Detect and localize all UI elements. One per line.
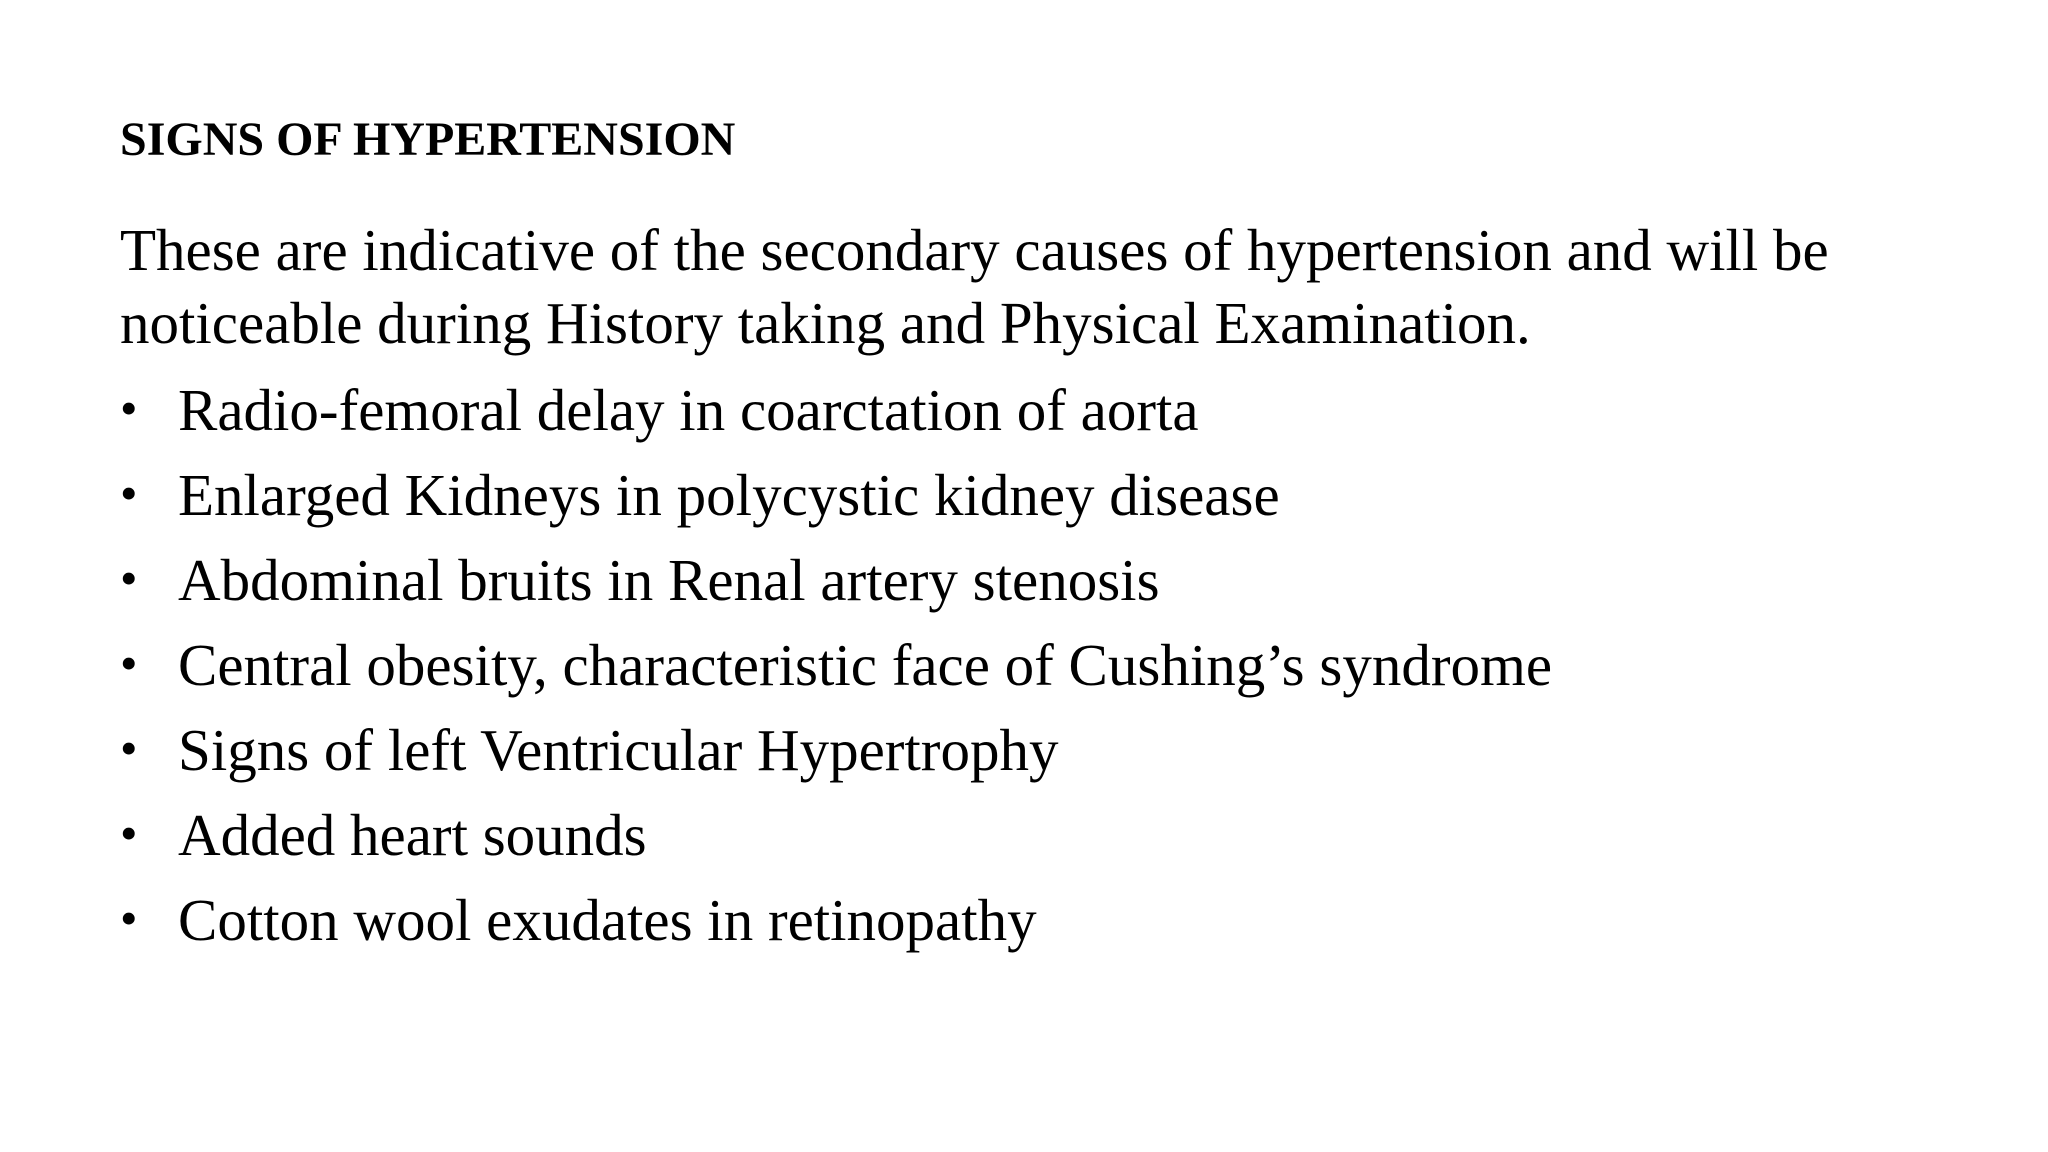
bullet-text: Enlarged Kidneys in polycystic kidney disease (178, 462, 1280, 528)
bullet-item (120, 708, 1552, 793)
bullet-item (120, 538, 1552, 623)
bullet-icon: • (120, 380, 138, 436)
bullet-item (120, 453, 1552, 538)
intro-paragraph: These are indicative of the secondary causes of hypertension and will be noticeable during History taking and Physical Examination. (120, 217, 1829, 356)
bullet-text: Abdominal bruits in Renal artery stenosis (178, 547, 1160, 613)
bullet-item (120, 878, 1552, 963)
bullet-icon: • (120, 890, 138, 946)
bullet-text: Cotton wool exudates in retinopathy (178, 887, 1037, 953)
bullet-text: Added heart sounds (178, 802, 647, 868)
slide-title: SIGNS OF HYPERTENSION (120, 113, 736, 166)
bullet-item (120, 368, 1552, 453)
bullet-text: Radio-femoral delay in coarctation of aorta (178, 377, 1199, 443)
bullet-icon: • (120, 720, 138, 776)
bullet-text: Signs of left Ventricular Hypertrophy (178, 717, 1059, 783)
bullet-icon: • (120, 805, 138, 861)
bullet-icon: • (120, 635, 138, 691)
bullet-icon: • (120, 465, 138, 521)
bullet-item (120, 793, 1552, 878)
bullet-icon: • (120, 550, 138, 606)
bullet-text: Central obesity, characteristic face of Cushing’s syndrome (178, 632, 1553, 698)
bullet-item (120, 623, 1552, 708)
bullet-list (120, 368, 1552, 963)
